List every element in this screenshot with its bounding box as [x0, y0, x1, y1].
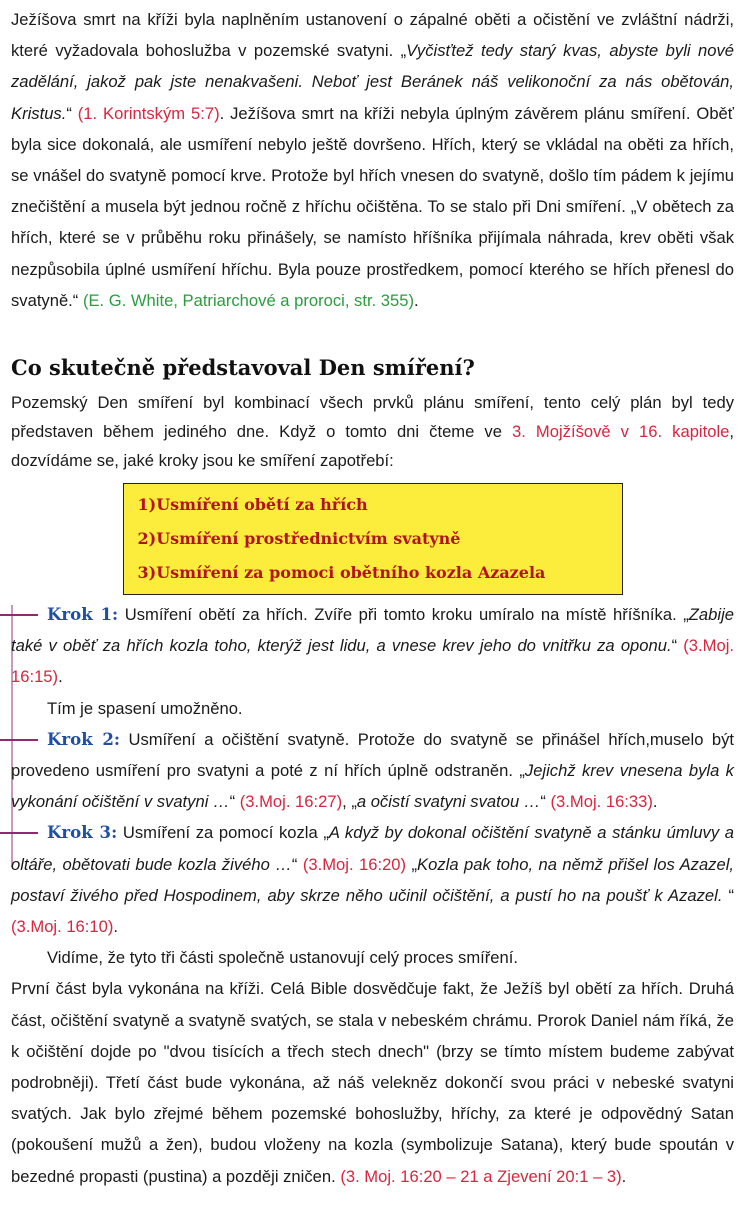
paragraph-intro-sacrifice	[11, 4, 734, 316]
text-span: “	[671, 636, 684, 656]
step-marker-line	[0, 739, 38, 741]
quote-lev-16-15: Zabije také v oběť za hřích kozla toho, kterýž jest lidu, a vnese krev jeho do vnitřku za oponu.	[11, 605, 734, 656]
quote-lev-16-20: A když by dokonal očištění svatyně a stánku úmluvy a oltáře, obětovati bude kozla živého …	[11, 823, 734, 874]
steps-summary-box	[123, 483, 623, 595]
quote-corinthians: Vyčisťtež tedy starý kvas, abyste byli nové zadělání, jakož pak jste nenakvašeni. Neboť jest Beránek náš velikonoční za nás obětován, Kristus.	[11, 41, 734, 123]
reference-lev-16-10: (3.Moj. 16:10)	[11, 917, 114, 937]
reference-corinthians: (1. Korintským 5:7)	[77, 103, 220, 123]
text-span: .	[58, 667, 63, 687]
text-span: “	[66, 103, 78, 123]
paragraph-day-of-atonement	[11, 388, 734, 475]
quote-lev-16-27: Jejichž krev vnesena byla k vykonání očištění v svatyni …	[11, 761, 734, 812]
text-span: Usmíření za pomocí kozla „	[117, 823, 329, 843]
text-span: Ježíšova smrt na kříži byla naplněním ustanovení o zápalné oběti a očistění ve zvláštní nádrži, které vyžadovala bohoslužba v pozemské svatyni. „	[11, 10, 734, 61]
step-1-conclusion: Tím je spasení umožněno.	[47, 698, 243, 718]
text-span: , „	[342, 792, 357, 812]
text-span: “	[540, 792, 551, 812]
section-heading: Co skutečně představoval Den smíření?	[11, 355, 475, 381]
text-span: Usmíření obětí za hřích. Zvíře při tomto kroku umíralo na místě hříšníka. „	[118, 605, 689, 625]
reference-lev-rev: (3. Moj. 16:20 – 21 a Zjevení 20:1 – 3)	[340, 1166, 622, 1186]
paragraph-conclusion	[11, 973, 734, 1191]
step-3-paragraph	[11, 817, 734, 942]
text-span: .	[652, 792, 658, 812]
text-span: “	[291, 854, 303, 874]
summary-sentence: Vidíme, že tyto tři části společně ustanovují celý proces smíření.	[47, 948, 518, 968]
reference-lev-16-33: (3.Moj. 16:33)	[550, 792, 653, 812]
step-3-label: Krok 3:	[47, 822, 118, 843]
reference-lev-16-20: (3.Moj. 16:20)	[302, 854, 407, 874]
text-span: “	[229, 792, 240, 812]
quote-lev-16-10: Kozla pak toho, na němž přišel los Azazel, postaví živého před Hospodinem, aby skrze něho učinil očištění, a pustí ho na poušť k Azazel.	[11, 854, 734, 905]
step-marker-line	[0, 832, 38, 834]
summary-item-1: 1)Usmíření obětí za hřích	[137, 495, 368, 515]
step-1-label: Krok 1:	[47, 604, 119, 625]
summary-item-3: 3)Usmíření za pomoci obětního kozla Azazela	[137, 563, 546, 583]
step-2-paragraph	[11, 724, 734, 818]
text-span: Usmíření a očištění svatyně. Protože do svatyně se přinášel hřích,muselo být provedeno usmíření pro svatyni a poté z ní hřích úplně odstraněn. „	[11, 729, 734, 781]
quote-lev-16-33: a očistí svatyni svatou …	[356, 792, 541, 812]
text-span: .	[621, 1166, 627, 1186]
step-marker-line	[0, 614, 38, 616]
reference-lev-16-15: (3.Moj. 16:15)	[11, 636, 734, 687]
reference-lev-16-27: (3.Moj. 16:27)	[239, 792, 343, 812]
text-span: “	[722, 885, 734, 905]
step-2-label: Krok 2:	[47, 728, 121, 749]
text-span: .	[113, 917, 118, 937]
text-span: , dozvídáme se, jaké kroky jsou ke smíření zapotřebí:	[11, 422, 734, 471]
reference-leviticus-16: 3. Mojžíšově v 16. kapitole	[512, 422, 730, 442]
summary-item-2: 2)Usmíření prostřednictvím svatyně	[137, 529, 461, 549]
text-span: .	[414, 290, 419, 310]
text-span: Pozemský Den smíření byl kombinací všech prvků plánu smíření, tento celý plán byl tedy představen během jediného dne. Když o tomto dni čteme ve	[11, 393, 734, 442]
text-span: . Ježíšova smrt na kříži nebyla úplným závěrem plánu smíření. Oběť byla sice dokonalá, ale usmíření nebylo ještě dovršeno. Hřích, který se vkládal na oběti za hřích, se vnášel do svatyně pomocí krve. Protože byl hřích vnesen do svatyně, došlo tím pádem k jejímu znečištění a musela být jednou ročně z hříchu očištěna. To se stalo při Dni smíření. „V obětech za hřích, které se v průběhu roku přinášely, se namísto hříšníka přijímala náhrada, krev oběti však nezpůsobila úplné usmíření hříchu. Byla pouze prostředkem, pomocí kterého se hřích přenesl do svatyně.“	[11, 103, 734, 310]
document-page	[11, 4, 734, 1192]
text-span: První část byla vykonána na kříži. Celá Bible dosvědčuje fakt, že Ježíš byl obětí za hřích. Druhá část, očištění svatyně a svatyně svatých, se stala v nebeském chrámu. Prorok Daniel nám říká, že k očištění dojde po "dvou tisících a třech stech dnech" (brzy se tímto místem budeme zabývat podrobněji). Třetí část bude vykonána, až náš velekněz dokončí svou práci v nebeské svatyni svatých. Jak bylo zřejmé během pozemské bohoslužby, hříchy, za které je odpovědný Satan (pokoušení mužů a žen), budou vloženy na kozla (symbolizuje Satana), který bude spoután v bezedné propasti (pustina) a později zničen.	[11, 979, 734, 1186]
reference-white: (E. G. White, Patriarchové a proroci, str. 355)	[82, 290, 415, 310]
step-1-paragraph	[11, 599, 734, 693]
text-span: „	[406, 854, 418, 874]
